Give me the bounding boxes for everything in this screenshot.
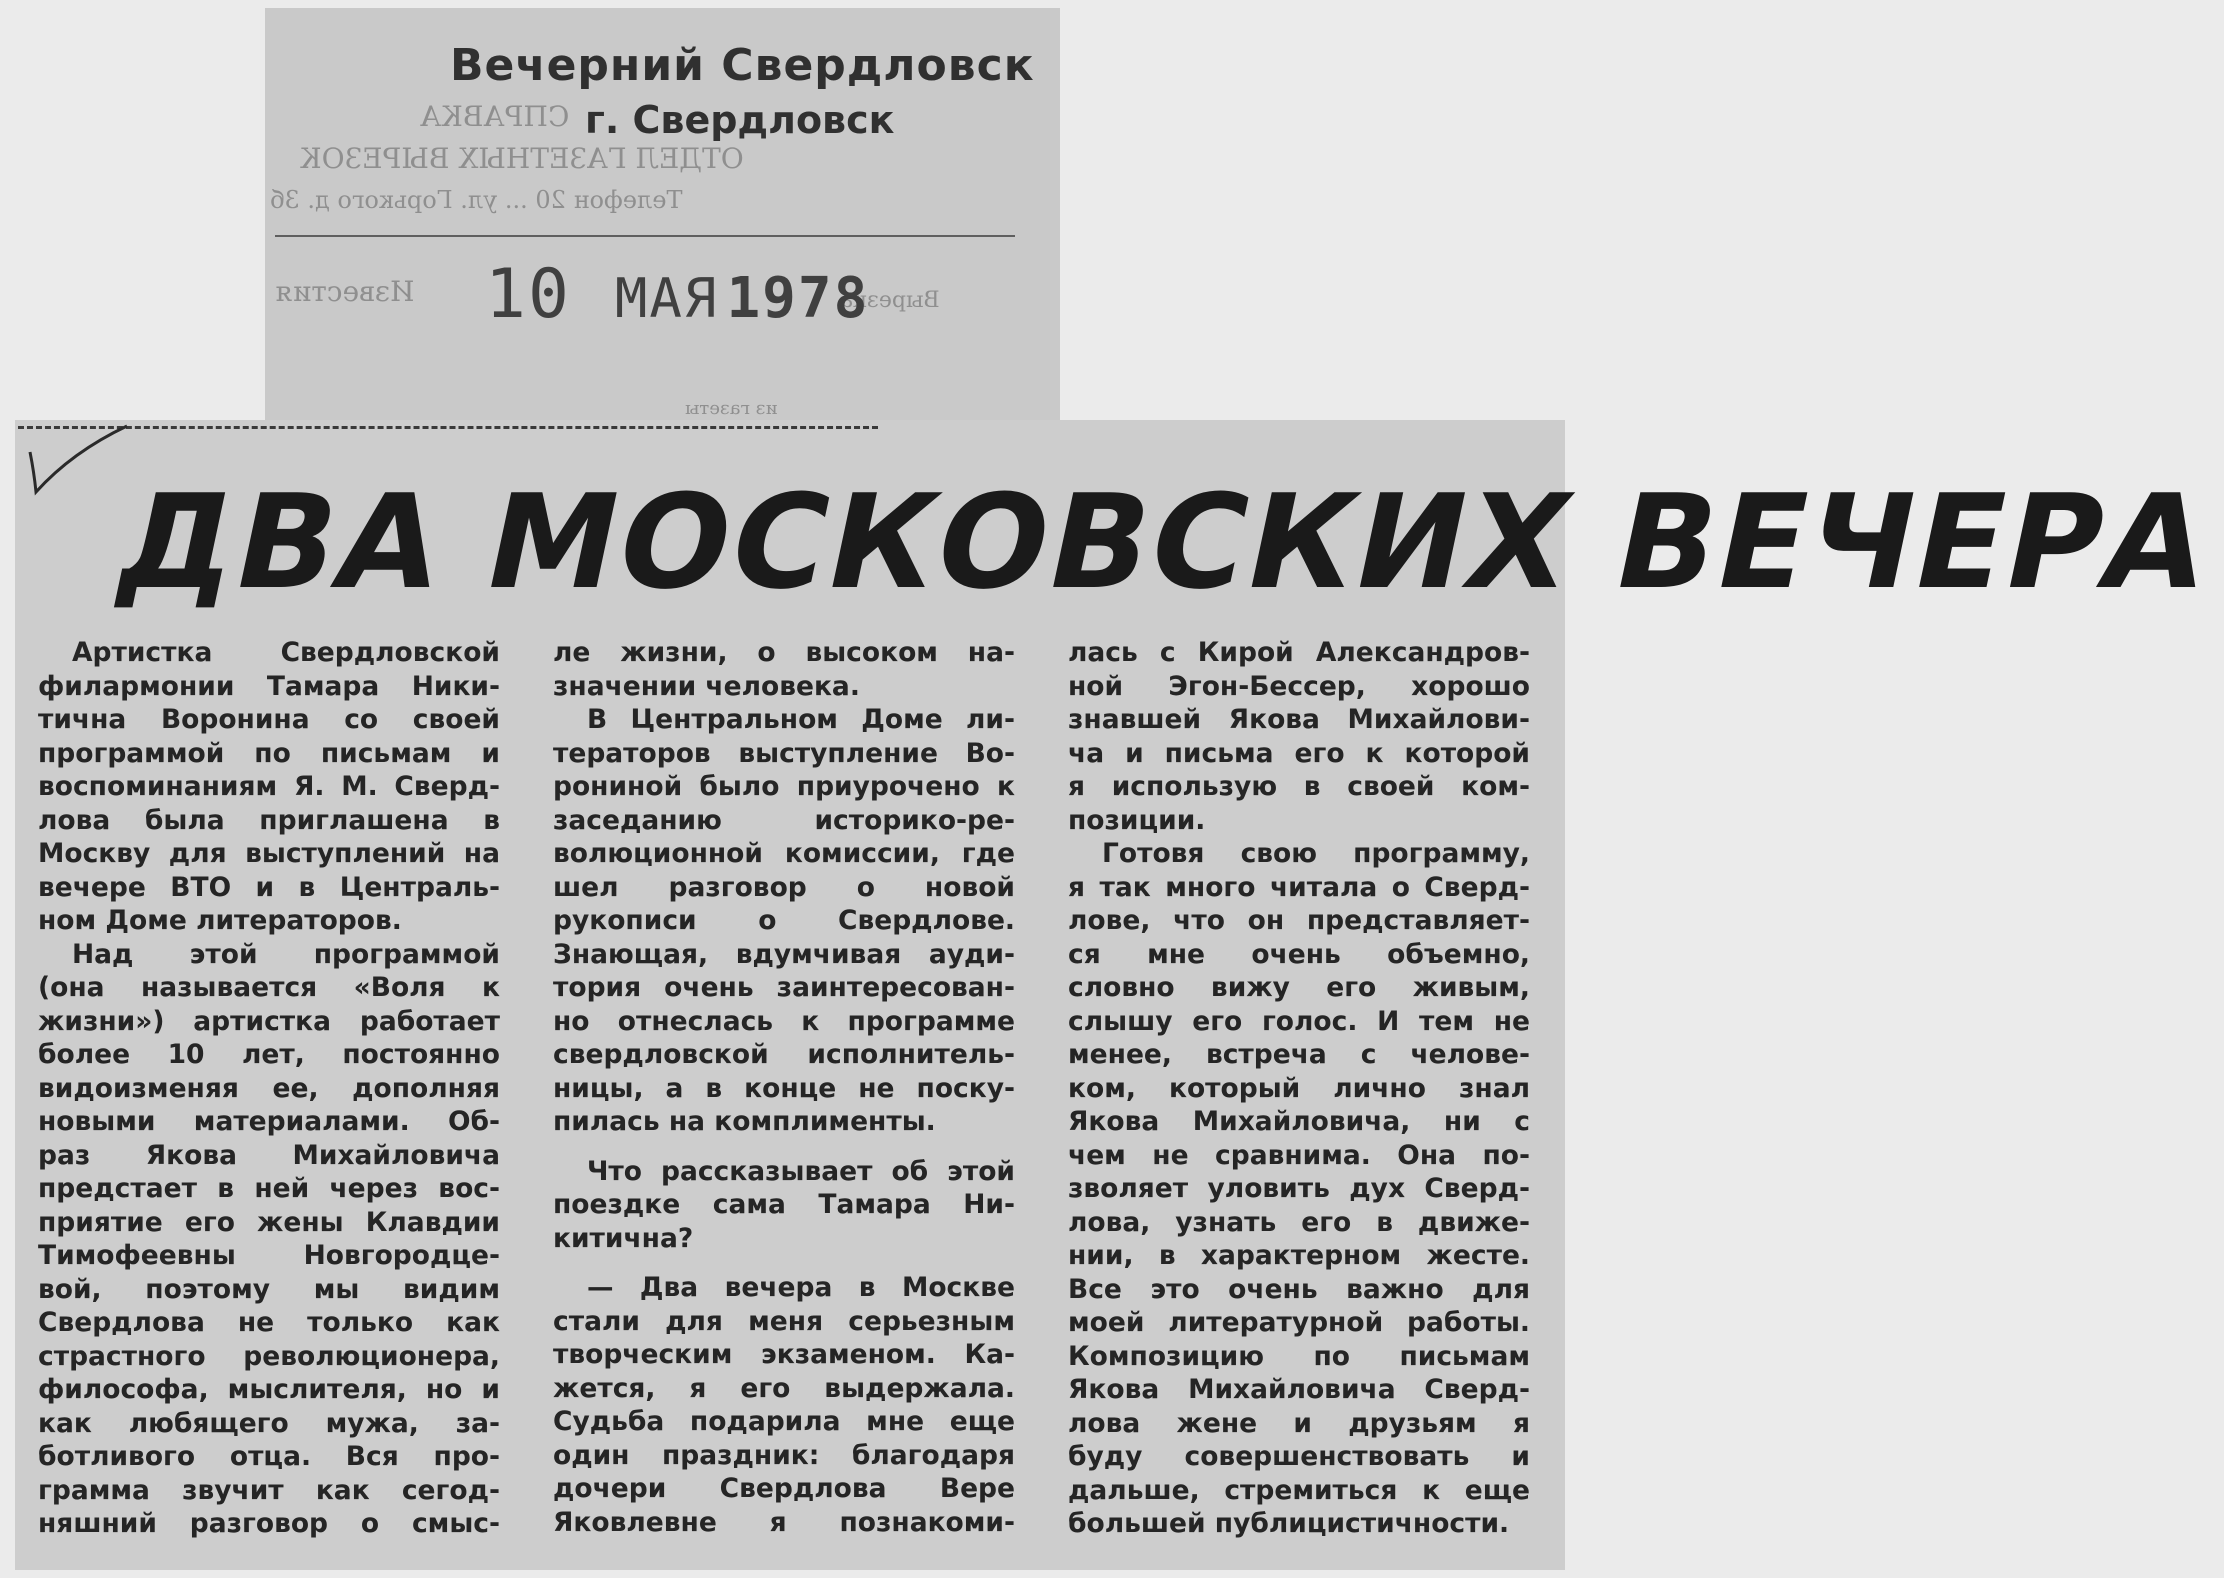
text-line: ном Доме литераторов.	[38, 905, 402, 936]
text-line: я использую в своей ком-	[1068, 771, 1530, 802]
text-line: лась с Кирой Александров-	[1068, 637, 1530, 668]
text-line: Артистка Свердловской	[72, 637, 500, 668]
text-line: новыми материалами. Об-	[38, 1106, 500, 1137]
text-line: большей публицистичности.	[1068, 1508, 1510, 1539]
text-line: поездке сама Тамара Ни-	[553, 1189, 1015, 1220]
text-line: (она называется «Воля к	[38, 972, 500, 1003]
text-line: значении человека.	[553, 670, 860, 702]
label-mirror-text: Вырезка	[840, 288, 940, 313]
text-line: ча и письма его к которой	[1068, 737, 1530, 769]
text-line: ле жизни, о высоком на-	[553, 637, 1015, 668]
text-line: моей литературной работы.	[1068, 1307, 1530, 1338]
text-line: буду совершенствовать и	[1068, 1441, 1530, 1472]
text-line: рукописи о Свердлове.	[553, 905, 1015, 936]
text-line: программой по письмам и	[38, 737, 500, 769]
text-line: приятие его жены Клавдии	[38, 1206, 500, 1238]
text-line: пилась на комплименты.	[553, 1106, 936, 1137]
text-line: лова была приглашена в	[38, 804, 500, 836]
text-line: няшний разговор о смыс-	[38, 1508, 500, 1539]
text-line: тична Воронина со своей	[38, 704, 500, 735]
text-line: один праздник: благодаря	[553, 1439, 1015, 1471]
text-line: лове, что он представляет-	[1068, 905, 1530, 936]
text-line: лова, узнать его в движе-	[1068, 1206, 1530, 1238]
date-month: МАЯ	[614, 267, 719, 330]
text-line: знавшей Якова Михайлови-	[1068, 704, 1530, 735]
text-line: раз Якова Михайловича	[38, 1139, 500, 1171]
text-line: заседанию историко-ре-	[553, 804, 1015, 836]
text-line: Композицию по письмам	[1068, 1340, 1530, 1372]
text-line: лова жене и друзьям я	[1068, 1407, 1530, 1439]
text-line: жизни») артистка работает	[38, 1005, 500, 1037]
text-line: ботливого отца. Вся про-	[38, 1441, 500, 1472]
text-line: Все это очень важно для	[1068, 1273, 1530, 1305]
label-divider	[275, 235, 1015, 237]
text-line: но отнеслась к программе	[553, 1005, 1015, 1037]
paragraph-gap	[553, 1139, 1015, 1155]
label-mirror-text: Известия	[275, 275, 415, 308]
text-line: Знающая, вдумчивая ауди-	[553, 938, 1015, 970]
article-headline: ДВА МОСКОВСКИХ ВЕЧЕРА	[103, 466, 2224, 618]
text-line: Якова Михайловича, ни с	[1068, 1106, 1530, 1137]
text-line: философа, мыслителя, но и	[38, 1374, 500, 1405]
text-line: зволяет уловить дух Сверд-	[1068, 1173, 1530, 1204]
text-line: тория очень заинтересован-	[553, 972, 1015, 1003]
dashed-rule	[18, 426, 878, 429]
text-line: предстает в ней через вос-	[38, 1173, 500, 1204]
text-line: — Два вечера в Москве	[587, 1272, 1015, 1303]
text-line: я так много читала о Сверд-	[1068, 871, 1530, 903]
text-line: страстного революционера,	[38, 1340, 500, 1372]
checkmark-icon	[22, 422, 132, 502]
text-line: В Центральном Доме ли-	[587, 704, 1015, 735]
date-stamp	[485, 255, 869, 334]
text-line: дочери Свердлова Вере	[553, 1473, 1015, 1504]
text-line: как любящего мужа, за-	[38, 1407, 500, 1439]
text-line: воспоминаниям Я. М. Сверд-	[38, 771, 500, 802]
text-line: филармонии Тамара Ники-	[38, 670, 500, 702]
text-line: позиции.	[1068, 804, 1206, 836]
text-line: дальше, стремиться к еще	[1068, 1474, 1530, 1506]
text-line: вой, поэтому мы видим	[38, 1273, 500, 1305]
text-line: ком, который лично знал	[1068, 1072, 1530, 1104]
text-line: Над этой программой	[72, 938, 500, 970]
label-mirror-text: Телефон 20 ... ул. Горького д. 3б	[270, 186, 683, 214]
text-line: более 10 лет, постоянно	[38, 1039, 500, 1070]
text-line: слышу его голос. И тем не	[1068, 1005, 1530, 1037]
text-line: Тимофеевны Новгородце-	[38, 1240, 500, 1271]
text-line: свердловской исполнитель-	[553, 1039, 1015, 1070]
text-line: ся мне очень объемно,	[1068, 938, 1530, 970]
text-line: ной Эгон-Бессер, хорошо	[1068, 670, 1530, 702]
text-column-2	[553, 636, 1015, 1539]
text-line: словно вижу его живым,	[1068, 972, 1530, 1003]
text-column-3	[1068, 636, 1530, 1541]
text-line: Москву для выступлений на	[38, 838, 500, 869]
text-line: творческим экзаменом. Ка-	[553, 1339, 1015, 1370]
text-line: шел разговор о новой	[553, 871, 1015, 903]
text-line: волюционной комиссии, где	[553, 838, 1015, 869]
text-line: стали для меня серьезным	[553, 1305, 1015, 1337]
text-line: чем не сравнима. Она по-	[1068, 1139, 1530, 1171]
label-mirror-text: ОТДЕЛ ГАЗЕТНЫХ ВЫРЕЗОК	[300, 142, 744, 175]
text-line: тераторов выступление Во-	[553, 737, 1015, 769]
city-stamp: г. Свердловск	[585, 98, 895, 142]
text-line: Судьба подарила мне еще	[553, 1406, 1015, 1437]
date-day: 10	[485, 255, 571, 334]
text-line: Что рассказывает об этой	[587, 1155, 1015, 1187]
text-line: Яковлевне я познакоми-	[553, 1506, 1015, 1538]
text-line: менее, встреча с челове-	[1068, 1039, 1530, 1070]
text-line: жется, я его выдержала.	[553, 1372, 1015, 1404]
text-line: грамма звучит как сегод-	[38, 1474, 500, 1506]
text-column-1	[38, 636, 500, 1541]
date-year: 1978	[726, 266, 870, 331]
text-line: ницы, а в конце не поску-	[553, 1072, 1015, 1104]
text-line: Готовя свою программу,	[1102, 838, 1530, 869]
label-mirror-text: из газеты	[685, 398, 778, 419]
newspaper-name-stamp: Вечерний Свердловск	[450, 40, 1035, 91]
text-line: Якова Михайловича Сверд-	[1068, 1374, 1530, 1405]
text-line: нии, в характерном жесте.	[1068, 1240, 1530, 1271]
label-mirror-text: СПРАВКА	[420, 100, 570, 133]
text-line: рониной было приурочено к	[553, 771, 1015, 802]
text-line: китична?	[553, 1222, 694, 1254]
paragraph-gap	[553, 1255, 1015, 1271]
text-line: Свердлова не только как	[38, 1307, 500, 1338]
text-line: видоизменяя ее, дополняя	[38, 1072, 500, 1104]
text-line: вечере ВТО и в Централь-	[38, 871, 500, 903]
